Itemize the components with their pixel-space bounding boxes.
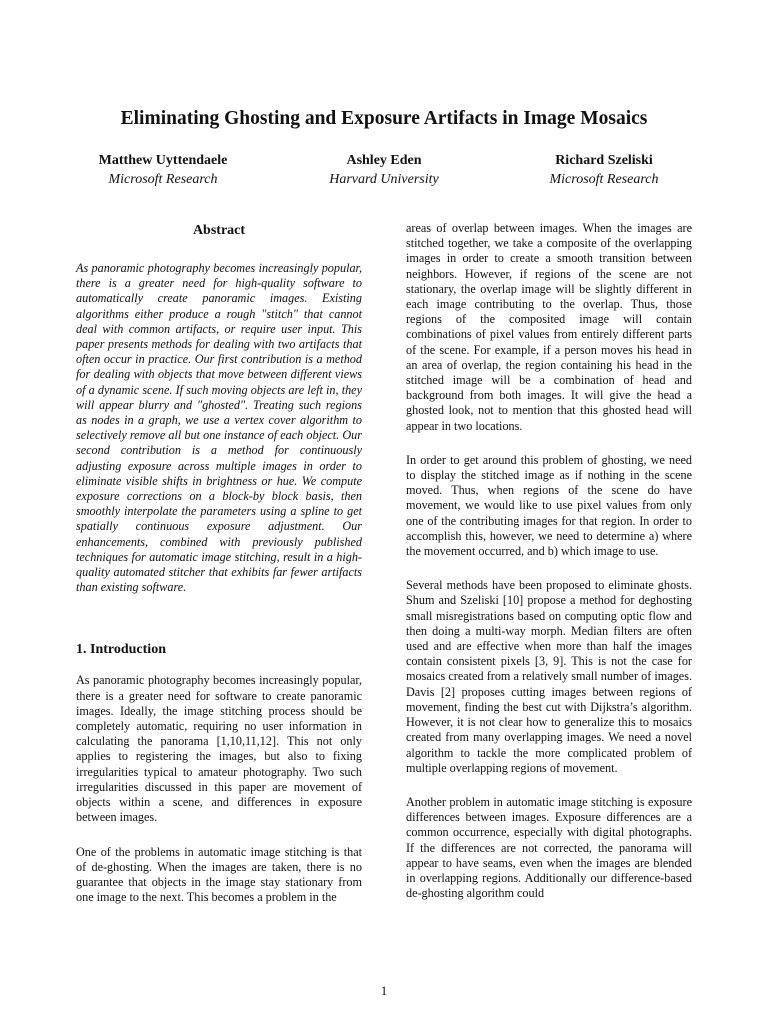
author-name: Richard Szeliski (555, 153, 653, 168)
paper-title: Eliminating Ghosting and Exposure Artifacts in Image Mosaics (120, 108, 648, 129)
paragraph: Several methods have been proposed to eliminate ghosts. Shum and Szeliski [10] propose a method for deghosting small misregistrations based on computing optic flow and then doing a multi-way morph. Median filters are often used and are effective when more than half the images contain consistent pixels [3, 9]. This is not the case for mosaics created from a relatively small number of images. Davis [2] proposes cutting images between regions of movement, finding the best cut with Dijkstra’s algorithm. However, it is not clear how to generalize this to mosaics created from many overlapping images. We need a novel algorithm to tackle the more complicated problem of multiple overlapping regions of movement. (406, 578, 692, 775)
left-column (76, 222, 362, 905)
paragraph: Another problem in automatic image stitching is exposure differences between images. Exposure differences are a common occurrence, especially with digital photographs. If the differences are not corrected, the panorama will appear to have seams, even when the images are blended in overlapping regions. Additionally our difference-based de-ghosting algorithm could (406, 794, 692, 901)
page-number: 1 (380, 983, 388, 998)
author-affiliation: Microsoft Research (549, 172, 659, 187)
author-block (274, 151, 494, 189)
author-block (494, 151, 714, 189)
author-name: Ashley Eden (346, 153, 422, 168)
author-name: Matthew Uyttendaele (98, 153, 228, 168)
abstract-heading: Abstract (192, 223, 246, 238)
author-block (53, 151, 273, 189)
paragraph: As panoramic photography becomes increasingly popular, there is a greater need for software to create panoramic images. Ideally, the image stitching process should be completely automatic, requiring no user information in calculating the panorama [1,10,11,12]. This not only applies to registering the images, but also to fixing irregularities typical to amateur photography. Two such irregularities discussed in this paper are movement of objects within a scene, and differences in exposure between images. (76, 673, 362, 825)
right-column (406, 221, 692, 901)
abstract-text: As panoramic photography becomes increasingly popular, there is a greater need for high-quality software to automatically create panoramic images. Existing algorithms either produce a rough "stitch" that cannot deal with common artifacts, or require user input. This paper presents methods for dealing with two artifacts that often occur in practice. Our first contribution is a method for dealing with objects that move between different views of a dynamic scene. If such moving objects are left in, they will appear blurry and "ghosted". Treating such regions as nodes in a graph, we use a vertex cover algorithm to selectively remove all but one instance of each object. Our second contribution is a method for continuously adjusting exposure across multiple images in order to eliminate visible shifts in brightness or hue. We compute exposure corrections on a block-by block basis, then smoothly interpolate the parameters using a spline to get spatially continuous exposure adjustment. Our enhancements, combined with previously published techniques for automatic image stitching, result in a high-quality automated stitcher that exhibits far fewer artifacts than existing software. (76, 261, 362, 595)
author-affiliation: Harvard University (329, 172, 439, 187)
paragraph: In order to get around this problem of ghosting, we need to display the stitched image as if nothing in the scene moved. Thus, when regions of the scene do have movement, we would like to use pixel values from only one of the contributing images for that region. In order to accomplish this, however, we need to determine a) where the movement occurred, and b) which image to use. (406, 452, 692, 559)
paragraph: One of the problems in automatic image stitching is that of de-ghosting. When the images are taken, there is no guarantee that objects in the image stay stationary from one image to the next. This becomes a problem in the (76, 844, 362, 905)
section-heading-introduction: 1. Introduction (76, 642, 166, 658)
author-affiliation: Microsoft Research (108, 172, 218, 187)
paragraph: areas of overlap between images. When the images are stitched together, we take a composite of the overlapping images in order to create a smooth transition between neighbors. However, if regions of the scene are not stationary, the overlap image will be slightly different in each image contributing to the overlap. Thus, those regions of the composited image will contain combinations of pixel values from entirely different parts of the scene. For example, if a person moves his head in an area of overlap, the region containing his head in the stitched image will be a combination of head and background from both images. It will give the head a ghosted look, not to mention that this ghosted head will appear in two locations. (406, 221, 692, 433)
